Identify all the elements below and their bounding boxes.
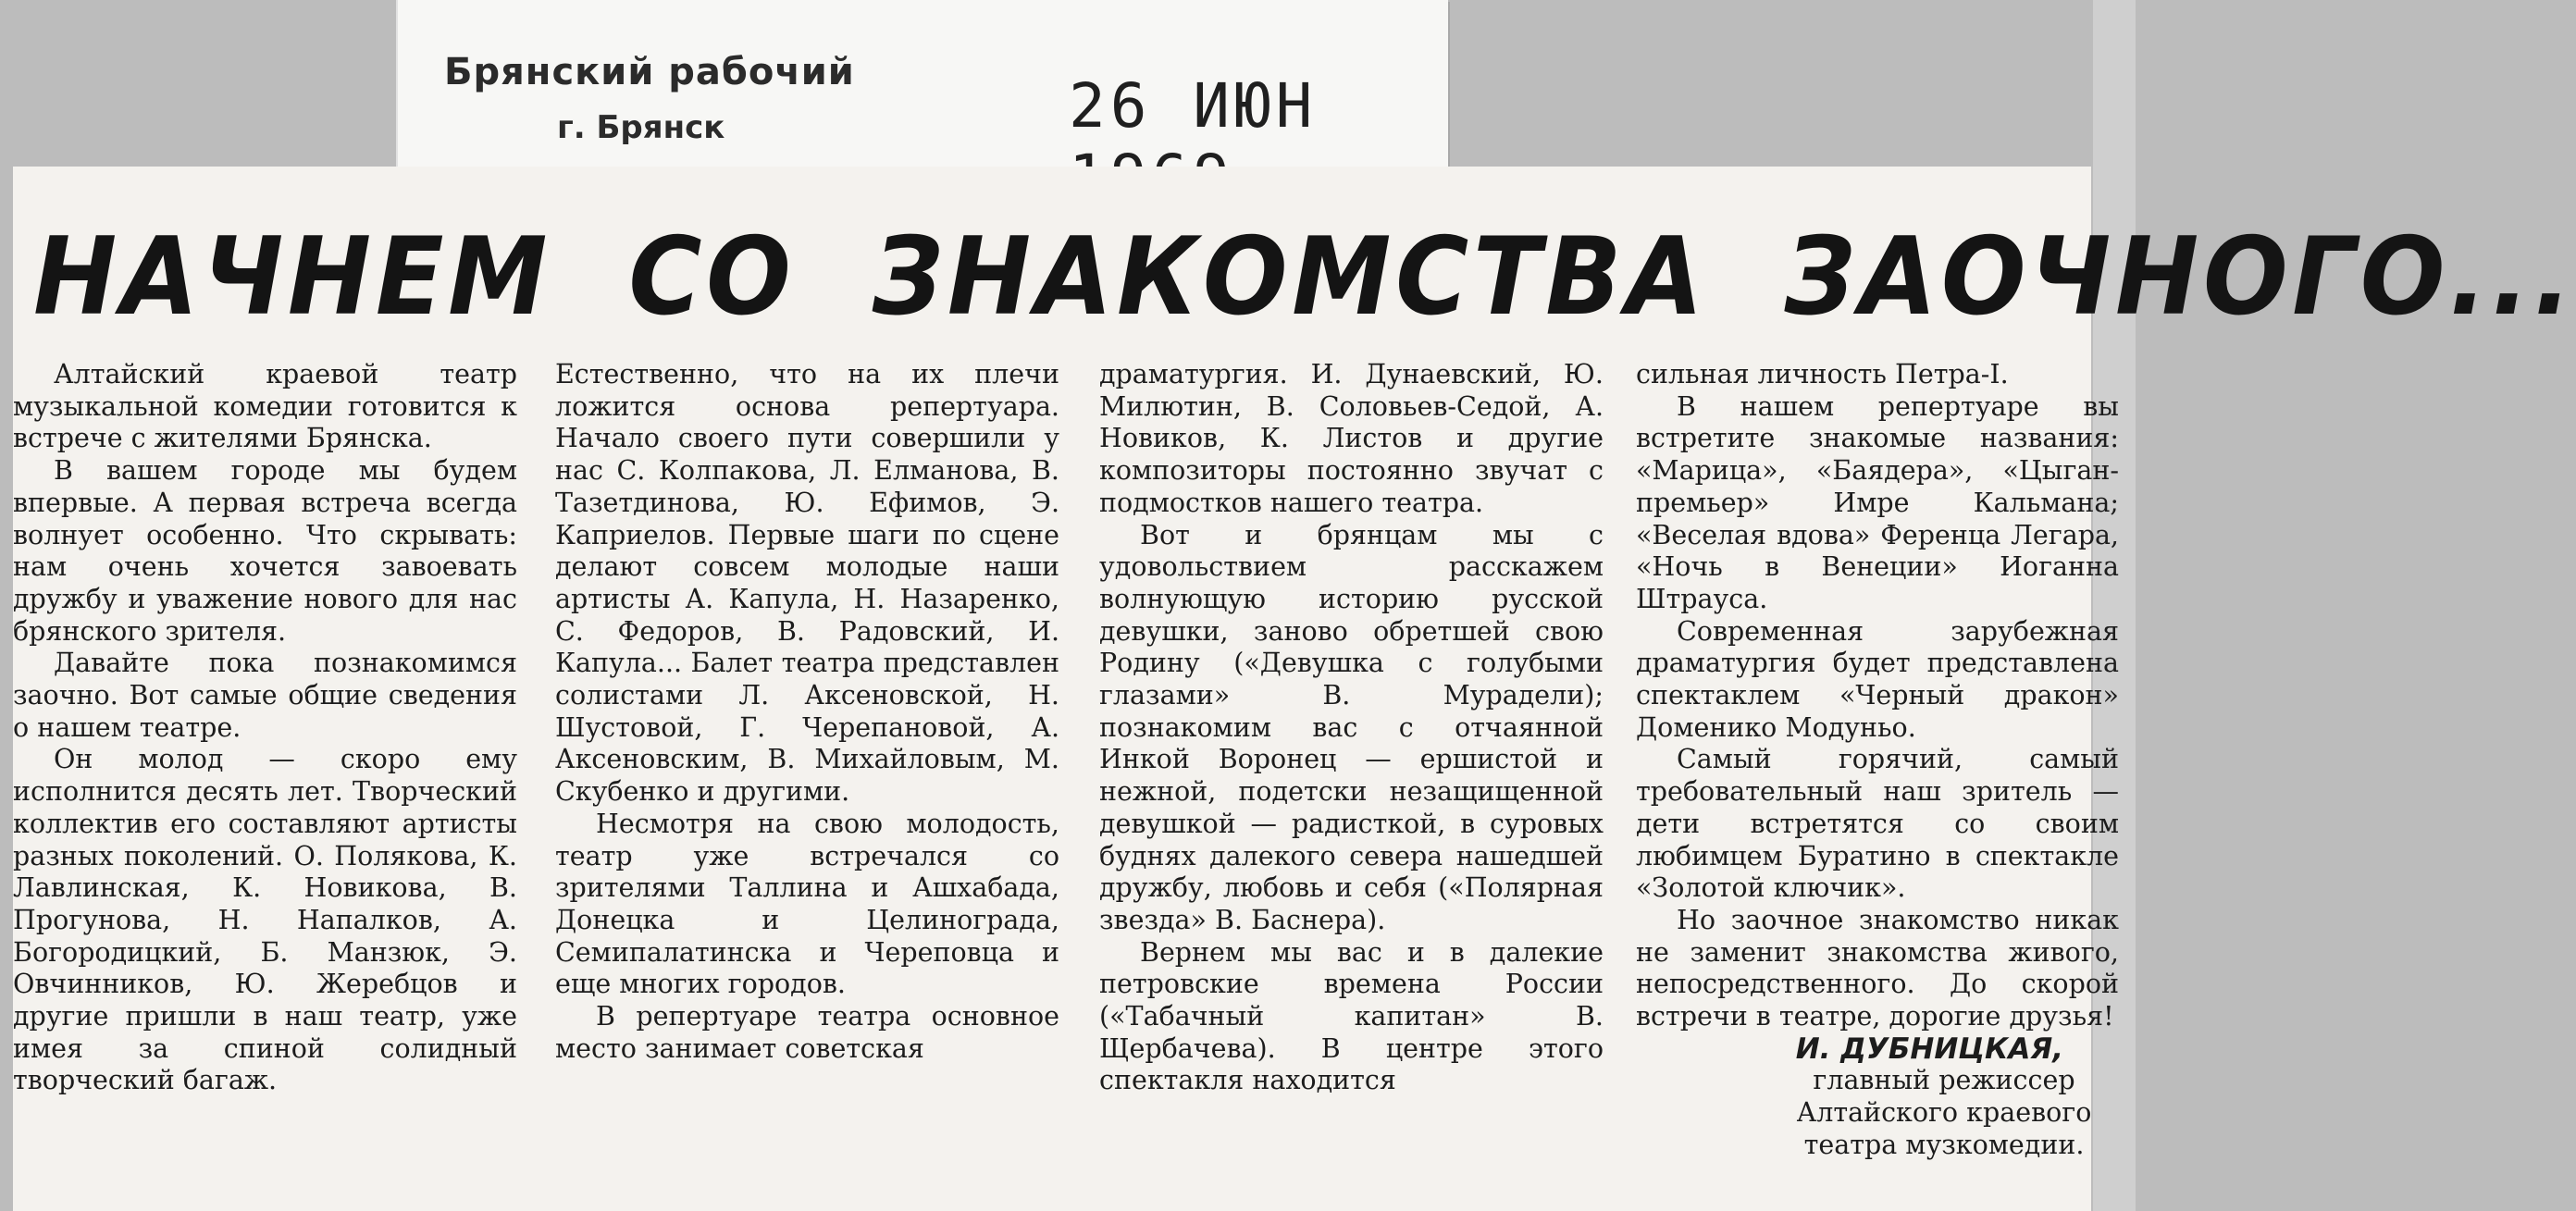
author-role: главный режиссер xyxy=(1813,1065,2075,1096)
paragraph: сильная личность Петра-I. xyxy=(1636,359,2009,389)
author-role: Алтайского краевого xyxy=(1796,1097,2092,1129)
paragraph: Алтайский краевой театр музыкальной комедии готовится к встрече с жителями Брянска. xyxy=(13,359,517,454)
paragraph: В вашем городе мы будем впервые. А первая встреча всегда волнует особенно. Что скрывать: нам очень хочется завоевать дружбу и уважение нового для нас брянского зрителя. xyxy=(13,455,517,647)
article-column-1 xyxy=(13,359,517,1097)
paragraph: Естественно, что на их плечи ложится основа репертуара. Начало своего пути совершили у нас С. Колпакова, Л. Елманова, В. Тазетдинова, Ю. Ефимов, Э. Каприелов. Первые шаги по сцене делают совсем молодые наши артисты А. Капула, Н. Назаренко, С. Федоров, В. Радовский, И. Капула... Балет театра представлен солистами Л. Аксеновской, Н. Шустовой, Г. Черепановой, А. Аксеновским, В. Михайловым, М. Скубенко и другими. xyxy=(555,359,1059,808)
article-column-2 xyxy=(555,359,1059,1065)
article-headline: НАЧНЕМ СО ЗНАКОМСТВА ЗАОЧНОГО... xyxy=(33,215,2576,340)
paragraph: Современная зарубежная драматургия будет представлена спектаклем «Черный дракон» Доменико Модуньо. xyxy=(1636,615,2119,743)
paragraph: В репертуаре театра основное место занимает советская xyxy=(555,1001,1059,1064)
paragraph: Вот и брянцам мы с удовольствием расскажем волнующую историю русской девушки, заново обретшей свою Родину («Девушка с голубыми глазами» В. Мурадели); познакомим вас с отчаянной Инкой Воронец — ершистой и нежной, подетски незащищенной девушкой — радисткой, в суровых буднях далекого севера нашедшей дружбу, любовь и себя («Полярная звезда» В. Баснера). xyxy=(1099,519,1604,935)
paragraph: Самый горячий, самый требовательный наш зритель — дети встретятся со своим любимцем Буратино в спектакле «Золотой ключик». xyxy=(1636,744,2119,904)
clipping-stamp xyxy=(396,0,1448,190)
newspaper-city: г. Брянск xyxy=(557,109,725,146)
author-role: театра музкомедии. xyxy=(1803,1129,2085,1160)
author-name: И. ДУБНИЦКАЯ, xyxy=(1795,1032,2063,1066)
stamp-date: 26 ИЮН xyxy=(1069,70,1318,142)
article-column-3 xyxy=(1099,359,1604,1097)
article-column-4 xyxy=(1636,359,2119,1162)
paragraph: Но заочное знакомство никак не заменит знакомства живого, непосредственного. До скорой встречи в театре, дорогие друзья! xyxy=(1636,904,2119,1032)
paragraph: Несмотря на свою молодость, театр уже встречался со зрителями Таллина и Ашхабада, Донецка и Целинограда, Семипалатинска и Череповца и еще многих городов. xyxy=(555,808,1059,1000)
paragraph: Он молод — скоро ему исполнится десять лет. Творческий коллектив его составляют артисты разных поколений. О. Полякова, К. Лавлинская, К. Новикова, В. Прогунова, Н. Напалков, А. Богородицкий, Б. Манзюк, Э. Овчинников, Ю. Жеребцов и другие пришли в наш театр, уже имея за спиной солидный творческий багаж. xyxy=(13,744,517,1096)
newspaper-name: Брянский рабочий xyxy=(444,51,855,93)
paragraph: В нашем репертуаре вы встретите знакомые названия: «Марица», «Баядера», «Цыган-премьер» Имре Кальмана; «Веселая вдова» Ференца Легара, «Ночь в Венеции» Иоганна Штрауса. xyxy=(1636,390,2119,614)
paragraph: драматургия. И. Дунаевский, Ю. Милютин, В. Соловьев-Седой, А. Новиков, К. Листов и другие композиторы постоянно звучат с подмостков нашего театра. xyxy=(1099,359,1604,518)
paragraph: Давайте пока познакомимся заочно. Вот самые общие сведения о нашем театре. xyxy=(13,648,517,743)
paragraph: Вернем мы вас и в далекие петровские времена России («Табачный капитан» В. Щербачева). В центре этого спектакля находится xyxy=(1099,936,1604,1096)
